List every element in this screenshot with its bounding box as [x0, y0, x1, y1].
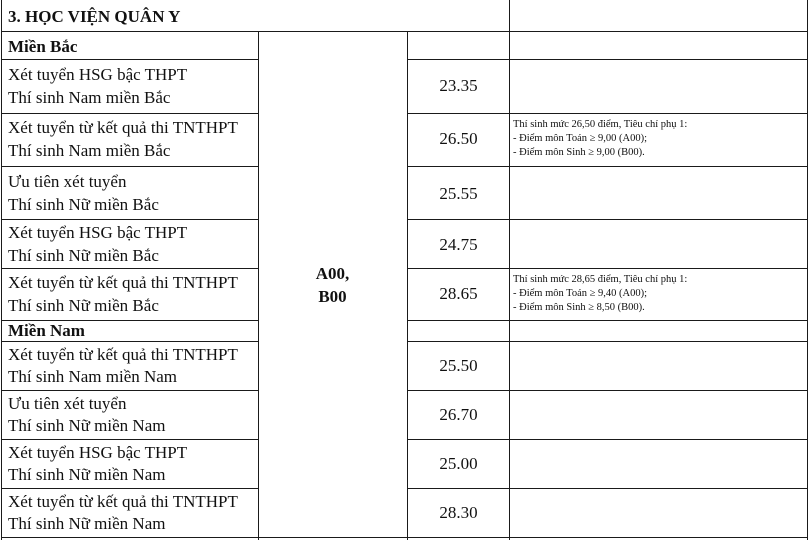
row-score: 25.00 [439, 454, 478, 473]
row-method: Xét tuyển HSG bậc THPT [8, 443, 188, 462]
subject-combo-line2: B00 [318, 287, 347, 306]
row-candidate: Thí sinh Nữ miền Bắc [8, 296, 159, 315]
row-method: Xét tuyển từ kết quả thi TNTHPT [8, 273, 238, 292]
row-note: - Điểm môn Toán ≥ 9,00 (A00); [513, 133, 648, 144]
row-score: 26.70 [439, 405, 478, 424]
row-note: Thí sinh mức 26,50 điểm, Tiêu chí phụ 1: [513, 119, 688, 130]
row-method: Xét tuyển từ kết quả thi TNTHPT [8, 118, 238, 137]
row-candidate: Thí sinh Nữ miền Nam [8, 514, 166, 533]
row-score: 28.30 [439, 503, 478, 522]
row-note: - Điểm môn Toán ≥ 9,40 (A00); [513, 288, 648, 299]
row-method: Ưu tiên xét tuyển [8, 394, 127, 413]
row-method: Ưu tiên xét tuyển [8, 172, 127, 191]
row-score: 28.65 [439, 284, 478, 303]
row-method: Xét tuyển từ kết quả thi TNTHPT [8, 345, 238, 364]
section-title: 3. HỌC VIỆN QUÂN Y [8, 7, 181, 26]
row-score: 25.50 [439, 356, 478, 375]
row-candidate: Thí sinh Nữ miền Bắc [8, 195, 159, 214]
row-candidate: Thí sinh Nam miền Bắc [8, 141, 171, 160]
row-note: - Điểm môn Sinh ≥ 8,50 (B00). [513, 302, 645, 313]
group-header-north: Miền Bắc [8, 37, 78, 56]
row-method: Xét tuyển HSG bậc THPT [8, 223, 188, 242]
subject-combo-line1: A00, [315, 264, 350, 283]
group-header-south: Miền Nam [8, 321, 85, 340]
row-candidate: Thí sinh Nữ miền Nam [8, 465, 166, 484]
row-note: Thí sinh mức 28,65 điểm, Tiêu chí phụ 1: [513, 274, 688, 285]
row-score: 26.50 [439, 129, 478, 148]
row-candidate: Thí sinh Nữ miền Nam [8, 416, 166, 435]
row-method: Xét tuyển từ kết quả thi TNTHPT [8, 492, 238, 511]
row-score: 23.35 [439, 76, 478, 95]
row-method: Xét tuyển HSG bậc THPT [8, 65, 188, 84]
row-note: - Điểm môn Sinh ≥ 9,00 (B00). [513, 147, 645, 158]
row-candidate: Thí sinh Nam miền Bắc [8, 88, 171, 107]
row-score: 25.55 [439, 184, 478, 203]
row-score: 24.75 [439, 235, 478, 254]
row-candidate: Thí sinh Nữ miền Bắc [8, 246, 159, 265]
row-candidate: Thí sinh Nam miền Nam [8, 367, 178, 386]
